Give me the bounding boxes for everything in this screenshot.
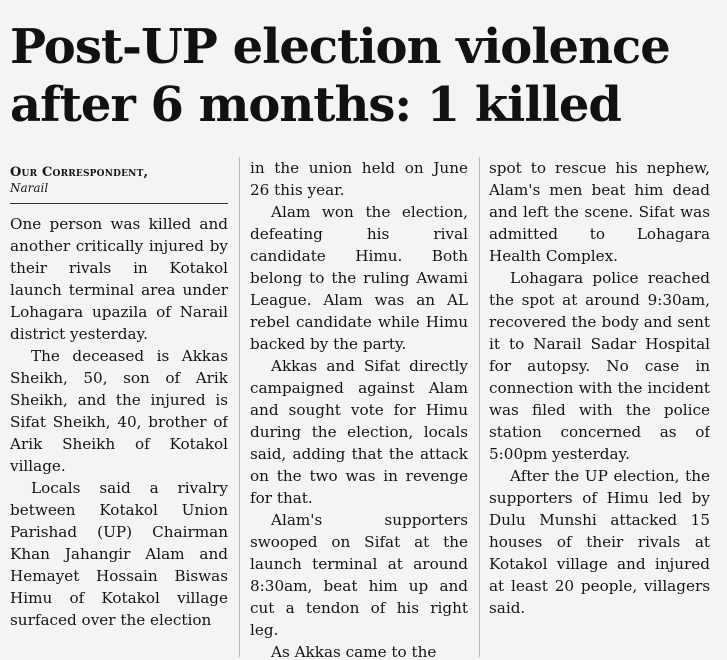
headline-line-2: after 6 months: 1 killed (10, 77, 621, 133)
paragraph: Locals said a rivalry between Kotakol Union Parishad (UP) Chairman Khan Jahangir Alam and Hemayet Hossain Biswas Himu of Kotakol village surfaced over the election (10, 479, 228, 629)
article-column-1 (10, 213, 228, 657)
byline-name: Our Correspondent, (10, 165, 149, 180)
paragraph: Akkas and Sifat directly campaigned against Alam and sought vote for Himu during the election, locals said, adding that the attack on the two was in revenge for that. (250, 357, 468, 507)
headline-line-1: Post-UP election violence (10, 19, 670, 75)
paragraph: One person was killed and another critically injured by their rivals in Kotakol launch terminal area under Lohagara upazila of Narail district yesterday. (10, 215, 228, 343)
paragraph: As Akkas came to the (271, 643, 437, 657)
paragraph: The deceased is Akkas Sheikh, 50, son of Arik Sheikh, and the injured is Sifat Sheikh, 40, brother of Arik Sheikh of Kotakol village. (10, 347, 228, 475)
paragraph: Alam's supporters swooped on Sifat at the launch terminal at around 8:30am, beat him up and cut a tendon of his right leg. (250, 511, 468, 639)
headline (10, 18, 720, 134)
paragraph: in the union held on June 26 this year. (250, 159, 468, 199)
paragraph: After the UP election, the supporters of Himu led by Dulu Munshi attacked 15 houses of their rivals at Kotakol village and injured at least 20 people, villagers said. (489, 467, 710, 617)
byline (10, 164, 228, 196)
column-divider (239, 157, 240, 657)
column-divider (479, 157, 480, 657)
byline-place: Narail (10, 181, 49, 195)
byline-rule (10, 203, 228, 204)
article-column-3 (489, 157, 710, 657)
paragraph: Lohagara police reached the spot at around 9:30am, recovered the body and sent it to Narail Sadar Hospital for autopsy. No case in connection with the incident was filed with the police station concerned as of 5:00pm yesterday. (489, 269, 710, 463)
paragraph: spot to rescue his nephew, Alam's men beat him dead and left the scene. Sifat was admitted to Lohagara Health Complex. (489, 159, 710, 265)
article-column-2 (250, 157, 468, 657)
paragraph: Alam won the election, defeating his rival candidate Himu. Both belong to the ruling Awami League. Alam was an AL rebel candidate while Himu backed by the party. (250, 203, 468, 353)
